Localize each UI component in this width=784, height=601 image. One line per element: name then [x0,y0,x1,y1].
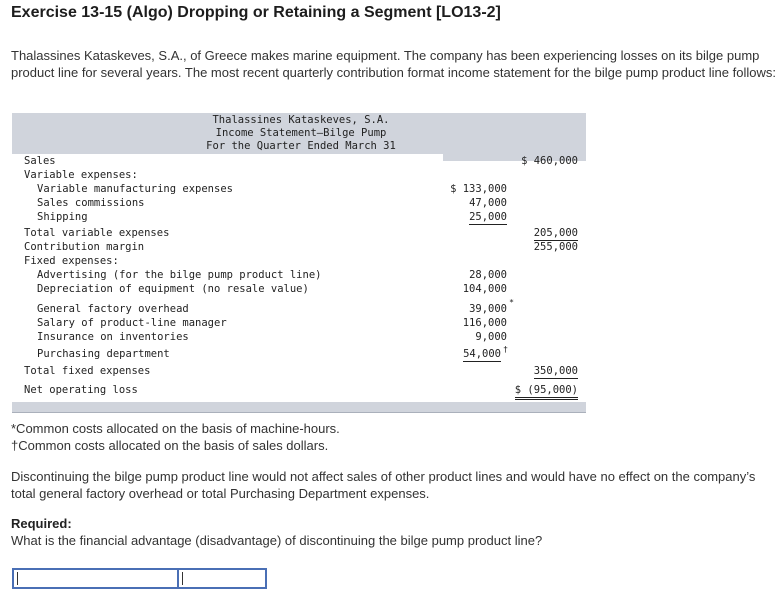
footnote-mark-asterisk: * [509,298,514,307]
total-value: 255,000 [533,241,578,253]
row-label: Variable manufacturing expenses [37,183,233,195]
exercise-title: Exercise 13-15 (Algo) Dropping or Retaining a Segment [LO13-2] [11,4,501,21]
row-label: Insurance on inventories [37,331,189,343]
required-label: Required: [11,516,72,531]
row-shipping [12,210,586,224]
row-total-fixed [12,364,586,378]
amount-value: 47,000 [469,197,507,209]
statement-period: For the Quarter Ended March 31 [206,140,396,152]
amount-value: 39,000 [469,303,507,315]
footnote-sales-dollars: †Common costs allocated on the basis of sales dollars. [11,438,329,453]
row-label: Total variable expenses [24,227,170,239]
statement-header [12,113,586,154]
row-variable-manufacturing [12,182,586,196]
row-variable-header [12,168,586,182]
required-question: What is the financial advantage (disadvantage) of discontinuing the bilge pump product line? [11,533,543,548]
text-cursor [182,572,183,585]
intro-paragraph: Thalassines Kataskeves, S.A., of Greece makes marine equipment. The company has been experiencing losses on its bilge pump product line for several years. The most recent quarterly contribution format income statement for the bilge pump product line follows: [11,48,776,80]
row-label: Variable expenses: [24,169,138,181]
row-label: Contribution margin [24,241,145,253]
total-value: $ (95,000) [515,383,578,400]
footer-rule [12,412,586,413]
text-cursor [17,572,18,585]
answer-row [12,568,267,589]
row-purchasing [12,347,586,361]
row-advertising [12,268,586,282]
row-label: Total fixed expenses [24,365,151,377]
amount-value: 116,000 [462,317,507,329]
footnote-mark-dagger: † [503,345,508,354]
answer-label-cell [14,570,179,587]
row-label: Purchasing department [37,348,170,360]
amount-value: 104,000 [462,283,507,295]
row-fixed-header [12,254,586,268]
row-label: Salary of product-line manager [37,317,227,329]
company-name: Thalassines Kataskeves, S.A. [212,114,390,126]
answer-label-input[interactable] [14,571,177,588]
row-label: Sales [24,155,56,167]
amount-value: $ 133,000 [450,183,507,195]
amount-value: 25,000 [469,211,507,223]
amount-value: 28,000 [469,269,507,281]
row-label: Advertising (for the bilge pump product line) [37,269,322,281]
row-depreciation [12,282,586,296]
row-label: Fixed expenses: [24,255,119,267]
row-general-factory-overhead [12,298,586,316]
row-salary-manager [12,316,586,330]
footnotes [11,420,340,454]
row-label: Net operating loss [24,384,138,396]
footer-shade [12,402,586,412]
footnote-machine-hours: *Common costs allocated on the basis of machine-hours. [11,421,340,436]
total-value: 205,000 [533,227,578,239]
assumption-paragraph: Discontinuing the bilge pump product line would not affect sales of other product lines and would have no effect on the company’s total general factory overhead or total Purchasing Department expenses. [11,469,756,501]
total-value: $ 460,000 [521,155,578,167]
amount-value: 54,000 [463,348,501,360]
row-sales [12,154,586,168]
row-total-variable [12,226,586,240]
total-value: 350,000 [533,365,578,377]
row-label: General factory overhead [37,303,189,315]
row-sales-commissions [12,196,586,210]
row-label: Sales commissions [37,197,145,209]
row-net-operating-loss [12,383,586,397]
statement-title: Income Statement—Bilge Pump [215,127,387,139]
row-label: Depreciation of equipment (no resale value) [37,283,309,295]
row-insurance [12,330,586,344]
answer-amount-cell [179,570,265,587]
answer-amount-input[interactable] [179,571,265,588]
amount-value: 9,000 [475,331,507,343]
row-contribution-margin [12,240,586,254]
row-label: Shipping [37,211,88,223]
income-statement [12,113,586,414]
